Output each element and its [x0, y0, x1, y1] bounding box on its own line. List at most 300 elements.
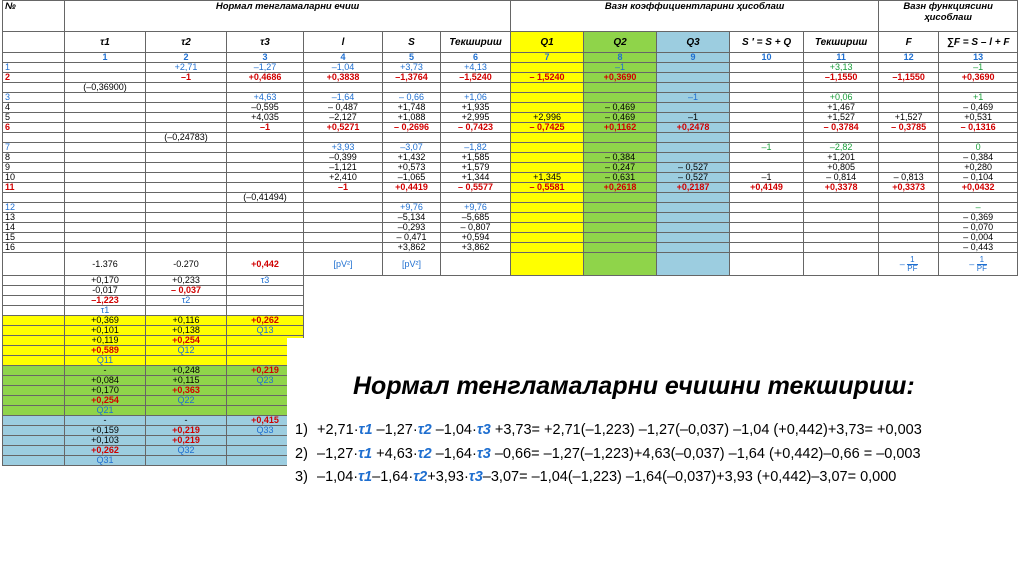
- table-cell: –2,82: [804, 143, 879, 153]
- equation-text: +3,93·: [427, 469, 469, 485]
- table-cell: [65, 193, 146, 203]
- table-cell: [584, 203, 657, 213]
- table-cell: [65, 133, 146, 143]
- row-number: 9: [3, 163, 65, 173]
- block-cell: +0,084: [65, 376, 146, 386]
- table-cell: [146, 183, 227, 193]
- equation-number: 1): [295, 422, 308, 438]
- table-cell: [383, 83, 441, 93]
- table-cell: –1,121: [304, 163, 383, 173]
- table-cell: –1: [657, 113, 730, 123]
- table-cell: –5,685: [441, 213, 511, 223]
- table-row: [3, 223, 1018, 233]
- table-cell: [804, 243, 879, 253]
- header-q2: Q2: [584, 32, 657, 53]
- block-cell: -: [146, 416, 227, 426]
- table-cell: –1: [657, 93, 730, 103]
- header-num-5: 5: [383, 53, 441, 63]
- table-cell: +0,531: [939, 113, 1018, 123]
- table-cell: [227, 173, 304, 183]
- header-no: №: [3, 1, 65, 32]
- row-number: 5: [3, 113, 65, 123]
- table-cell: –1,065: [383, 173, 441, 183]
- table-cell: [584, 213, 657, 223]
- table-cell: – 0,004: [939, 233, 1018, 243]
- table-cell: +4,63: [227, 93, 304, 103]
- table-cell: +9,76: [441, 203, 511, 213]
- table-cell: [804, 133, 879, 143]
- row-number: [3, 253, 65, 276]
- table-cell: [730, 93, 804, 103]
- row-number: 11: [3, 183, 65, 193]
- equation-number: 2): [295, 446, 308, 462]
- table-cell: – 0,469: [584, 113, 657, 123]
- equation-number: 3): [295, 469, 308, 485]
- table-cell: +3,862: [441, 243, 511, 253]
- equation-text: +4,63·: [372, 446, 418, 462]
- table-cell: –1,82: [441, 143, 511, 153]
- tau-symbol: τ2: [417, 446, 432, 462]
- table-cell: [146, 243, 227, 253]
- table-cell: [65, 63, 146, 73]
- table-cell: +4,035: [227, 113, 304, 123]
- table-cell: +1,432: [383, 153, 441, 163]
- table-cell: [227, 203, 304, 213]
- table-cell: [804, 233, 879, 243]
- table-cell: [441, 193, 511, 203]
- table-cell: [227, 163, 304, 173]
- table-cell: [657, 103, 730, 113]
- header-num-11: 11: [804, 53, 879, 63]
- table-cell: [65, 93, 146, 103]
- table-cell: +0,4686: [227, 73, 304, 83]
- table-cell: [65, 123, 146, 133]
- row-number: [3, 426, 65, 436]
- table-cell: [146, 93, 227, 103]
- header-t3: τ3: [227, 32, 304, 53]
- block-cell: τ2: [146, 296, 227, 306]
- table-cell: +0,3378: [804, 183, 879, 193]
- table-cell: [511, 143, 584, 153]
- table-cell: [584, 253, 657, 276]
- table-row: [3, 173, 1018, 183]
- table-cell: – 0,3785: [879, 123, 939, 133]
- row-number: [3, 133, 65, 143]
- table-cell: +3,73: [383, 63, 441, 73]
- block-cell: +0,116: [146, 316, 227, 326]
- table-cell: [383, 133, 441, 143]
- check-title: Нормал тенгламаларни ечишни текшириш:: [353, 372, 915, 400]
- table-cell: – 0,487: [304, 103, 383, 113]
- row-number: 4: [3, 103, 65, 113]
- table-cell: +1,585: [441, 153, 511, 163]
- block-cell: Q11: [65, 356, 146, 366]
- table-cell: [730, 253, 804, 276]
- table-cell: [657, 73, 730, 83]
- block-cell: –1,223: [65, 296, 146, 306]
- equation-text: –0,66= –1,27(–1,223)+4,63(–0,037) –1,64 (+0,442)–0,66 = –0,003: [490, 446, 921, 462]
- table-cell: [304, 233, 383, 243]
- table-cell: – 0,66: [383, 93, 441, 103]
- table-cell: [304, 193, 383, 203]
- check-panel: [287, 338, 1015, 574]
- table-row: [3, 103, 1018, 113]
- table-cell: +2,996: [511, 113, 584, 123]
- row-number: 13: [3, 213, 65, 223]
- header-sprime: S ′ = S + Q: [730, 32, 804, 53]
- table-row: [3, 123, 1018, 133]
- header-group-normal: Нормал тенгламаларни ечиш: [65, 1, 511, 32]
- block-cell: +0,589: [65, 346, 146, 356]
- table-cell: [657, 83, 730, 93]
- header-check1: Текшириш: [441, 32, 511, 53]
- row-number: 15: [3, 233, 65, 243]
- table-cell: [511, 253, 584, 276]
- block-cell: +0,103: [65, 436, 146, 446]
- table-cell: [511, 133, 584, 143]
- table-cell: – 0,384: [939, 153, 1018, 163]
- table-cell: [146, 83, 227, 93]
- table-cell: +9,76: [383, 203, 441, 213]
- table-row: [3, 183, 1018, 193]
- header-num-blank: [3, 53, 65, 63]
- table-cell: [804, 213, 879, 223]
- table-cell: [304, 223, 383, 233]
- block-cell: Q32: [146, 446, 227, 456]
- check-equation-3: [295, 469, 896, 485]
- block-cell: +0,101: [65, 326, 146, 336]
- table-cell: +0,4149: [730, 183, 804, 193]
- table-cell: [146, 213, 227, 223]
- table-row: [3, 153, 1018, 163]
- tau-symbol: τ2: [413, 469, 428, 485]
- block-cell: τ3: [227, 276, 304, 286]
- row-number: 10: [3, 173, 65, 183]
- table-cell: +0,3690: [939, 73, 1018, 83]
- header-num-12: 12: [879, 53, 939, 63]
- table-cell: [730, 113, 804, 123]
- table-cell: [511, 63, 584, 73]
- header-f: F: [879, 32, 939, 53]
- block-cell: [227, 296, 304, 306]
- block-cell: -: [65, 416, 146, 426]
- table-cell: [441, 133, 511, 143]
- equation-text: –1,04·: [317, 469, 359, 485]
- table-cell: – 0,070: [939, 223, 1018, 233]
- equation-text: –1,64·: [372, 469, 414, 485]
- table-cell: –5,134: [383, 213, 441, 223]
- table-cell: +3,862: [383, 243, 441, 253]
- table-cell: [146, 193, 227, 203]
- header-num-3: 3: [227, 53, 304, 63]
- check-equation-2: [295, 446, 921, 462]
- table-cell: [939, 133, 1018, 143]
- table-cell: +0,805: [804, 163, 879, 173]
- block-cell: -0.270: [146, 253, 227, 276]
- table-cell: [441, 253, 511, 276]
- header-num-4: 4: [304, 53, 383, 63]
- table-cell: –1,1550: [879, 73, 939, 83]
- block-cell: +0,262: [227, 316, 304, 326]
- table-cell: [804, 253, 879, 276]
- table-cell: –1: [227, 123, 304, 133]
- table-cell: +0,2618: [584, 183, 657, 193]
- equation-text: –1,04·: [431, 422, 477, 438]
- table-cell: – 1,5240: [511, 73, 584, 83]
- header-num-6: 6: [441, 53, 511, 63]
- block-cell: [227, 286, 304, 296]
- table-cell: +1: [939, 93, 1018, 103]
- table-cell: [146, 123, 227, 133]
- block-cell: Q31: [65, 456, 146, 466]
- table-cell: [65, 163, 146, 173]
- table-cell: [511, 243, 584, 253]
- table-row: [3, 253, 1018, 276]
- table-cell: [227, 153, 304, 163]
- table-cell: [804, 83, 879, 93]
- table-cell: – 0,814: [804, 173, 879, 183]
- table-cell: +1,579: [441, 163, 511, 173]
- table-cell: –2,127: [304, 113, 383, 123]
- table-cell: [304, 133, 383, 143]
- table-cell: –1,04: [304, 63, 383, 73]
- block-cell: [227, 306, 304, 316]
- table-cell: [584, 223, 657, 233]
- table-cell: +4,13: [441, 63, 511, 73]
- table-cell: (–0,36900): [65, 83, 146, 93]
- table-cell: +2,71: [146, 63, 227, 73]
- header-row-columns: [3, 32, 1018, 53]
- block-cell: +0,170: [65, 386, 146, 396]
- table-row: [3, 243, 1018, 253]
- row-number: [3, 306, 65, 316]
- block-cell: +0,369: [65, 316, 146, 326]
- row-number: 8: [3, 153, 65, 163]
- block-cell: Q33: [227, 426, 304, 436]
- table-cell: [146, 223, 227, 233]
- tau-symbol: τ1: [358, 446, 373, 462]
- table-cell: [65, 73, 146, 83]
- table-row: [3, 83, 1018, 93]
- table-cell: [65, 143, 146, 153]
- row-number: [3, 366, 65, 376]
- table-cell: –1: [730, 143, 804, 153]
- equation-text: –1,64·: [431, 446, 477, 462]
- table-cell: [804, 203, 879, 213]
- block-cell: +0,254: [65, 396, 146, 406]
- row-number: [3, 406, 65, 416]
- table-cell: (–0,24783): [146, 133, 227, 143]
- table-cell: [879, 223, 939, 233]
- table-cell: –1,1550: [804, 73, 879, 83]
- table-row: [3, 203, 1018, 213]
- header-check2: Текшириш: [804, 32, 879, 53]
- table-cell: [804, 223, 879, 233]
- header-num-7: 7: [511, 53, 584, 63]
- table-cell: [657, 223, 730, 233]
- table-cell: [879, 233, 939, 243]
- table-cell: [304, 243, 383, 253]
- table-cell: [879, 103, 939, 113]
- block-cell: Q13: [227, 326, 304, 336]
- table-cell: –0,595: [227, 103, 304, 113]
- block-cell: Q12: [146, 346, 227, 356]
- table-cell: [730, 163, 804, 173]
- block-cell: [146, 456, 227, 466]
- table-cell: –0,293: [383, 223, 441, 233]
- table-cell: –1: [146, 73, 227, 83]
- table-cell: +0,0432: [939, 183, 1018, 193]
- table-cell: [730, 133, 804, 143]
- tau-symbol: τ1: [358, 469, 373, 485]
- table-cell: +2,995: [441, 113, 511, 123]
- table-cell: [511, 83, 584, 93]
- block-cell: +0,138: [146, 326, 227, 336]
- table-cell: +0,06: [804, 93, 879, 103]
- table-cell: [804, 193, 879, 203]
- table-cell: [304, 213, 383, 223]
- block-cell: +0,219: [227, 366, 304, 376]
- table-cell: [511, 153, 584, 163]
- block-cell: -: [65, 366, 146, 376]
- block-cell: +0,233: [146, 276, 227, 286]
- table-cell: [65, 183, 146, 193]
- table-row: [3, 306, 1018, 316]
- table-cell: [730, 243, 804, 253]
- row-number: 6: [3, 123, 65, 133]
- block-cell: +0,159: [65, 426, 146, 436]
- table-cell: [304, 83, 383, 93]
- table-cell: [65, 103, 146, 113]
- header-num-1: 1: [65, 53, 146, 63]
- row-number: 2: [3, 73, 65, 83]
- table-cell: [304, 203, 383, 213]
- block-cell: +0,119: [65, 336, 146, 346]
- block-cell: [146, 406, 227, 416]
- table-cell: –1,64: [304, 93, 383, 103]
- table-cell: +0,4419: [383, 183, 441, 193]
- table-cell: [730, 203, 804, 213]
- row-number: 12: [3, 203, 65, 213]
- block-cell: τ1: [65, 306, 146, 316]
- table-cell: [879, 193, 939, 203]
- block-cell: -1.376: [65, 253, 146, 276]
- table-cell: [511, 103, 584, 113]
- table-cell: +3,13: [804, 63, 879, 73]
- table-cell: – 0,469: [939, 103, 1018, 113]
- table-cell: [584, 133, 657, 143]
- table-row: [3, 296, 1018, 306]
- equation-text: –3,07= –1,04(–1,223) –1,64(–0,037)+3,93 (+0,442)–3,07= 0,000: [482, 469, 897, 485]
- table-cell: –3,07: [383, 143, 441, 153]
- row-number: [3, 456, 65, 466]
- block-cell: [pV²]: [304, 253, 383, 276]
- table-cell: [879, 213, 939, 223]
- table-cell: [657, 253, 730, 276]
- table-row: [3, 113, 1018, 123]
- table-cell: [146, 153, 227, 163]
- table-cell: [879, 63, 939, 73]
- table-cell: [227, 223, 304, 233]
- table-cell: – 0,443: [939, 243, 1018, 253]
- table-cell: [939, 83, 1018, 93]
- table-cell: [65, 113, 146, 123]
- table-row: [3, 193, 1018, 203]
- block-cell: [146, 356, 227, 366]
- row-number: 16: [3, 243, 65, 253]
- table-cell: [657, 233, 730, 243]
- table-cell: +1,345: [511, 173, 584, 183]
- header-l: l: [304, 32, 383, 53]
- header-row-numbers: [3, 53, 1018, 63]
- table-cell: +0,5271: [304, 123, 383, 133]
- table-cell: [65, 213, 146, 223]
- table-cell: – 0,104: [939, 173, 1018, 183]
- block-cell: +0,170: [65, 276, 146, 286]
- table-cell: [879, 163, 939, 173]
- block-cell: -0,017: [65, 286, 146, 296]
- row-number: [3, 386, 65, 396]
- table-row: [3, 326, 1018, 336]
- header-t1: τ1: [65, 32, 146, 53]
- table-cell: – 0,5581: [511, 183, 584, 193]
- table-cell: +1,467: [804, 103, 879, 113]
- row-number: [3, 416, 65, 426]
- table-row: [3, 163, 1018, 173]
- header-q3: Q3: [657, 32, 730, 53]
- table-row: [3, 233, 1018, 243]
- table-cell: [879, 83, 939, 93]
- row-number: [3, 326, 65, 336]
- table-cell: +0,2187: [657, 183, 730, 193]
- header-num-13: 13: [939, 53, 1018, 63]
- row-number: [3, 193, 65, 203]
- table-cell: [730, 63, 804, 73]
- table-cell: [441, 83, 511, 93]
- table-cell: – 0,631: [584, 173, 657, 183]
- row-number: [3, 446, 65, 456]
- table-cell: [511, 93, 584, 103]
- table-cell: [939, 193, 1018, 203]
- table-cell: – 0,1316: [939, 123, 1018, 133]
- table-cell: +1,344: [441, 173, 511, 183]
- table-cell: [511, 233, 584, 243]
- table-cell: [657, 213, 730, 223]
- table-cell: –1,5240: [441, 73, 511, 83]
- block-cell: [pV²]: [383, 253, 441, 276]
- table-cell: (–0,41494): [227, 193, 304, 203]
- table-cell: [227, 183, 304, 193]
- table-cell: [227, 143, 304, 153]
- table-cell: [657, 243, 730, 253]
- equation-text: +3,73= +2,71(–1,223) –1,27(–0,037) –1,04 (+0,442)+3,73= +0,003: [490, 422, 922, 438]
- table-cell: [657, 193, 730, 203]
- table-cell: – 0,469: [584, 103, 657, 113]
- table-cell: [146, 173, 227, 183]
- block-cell: +0,415: [227, 416, 304, 426]
- table-cell: [584, 193, 657, 203]
- table-cell: [879, 153, 939, 163]
- table-cell: – 0,7423: [441, 123, 511, 133]
- table-cell: – 0,384: [584, 153, 657, 163]
- table-cell: [146, 113, 227, 123]
- table-cell: –0,399: [304, 153, 383, 163]
- header-num-9: 9: [657, 53, 730, 63]
- header-q1: Q1: [511, 32, 584, 53]
- table-cell: [657, 133, 730, 143]
- table-cell: [146, 143, 227, 153]
- block-cell: Q23: [227, 376, 304, 386]
